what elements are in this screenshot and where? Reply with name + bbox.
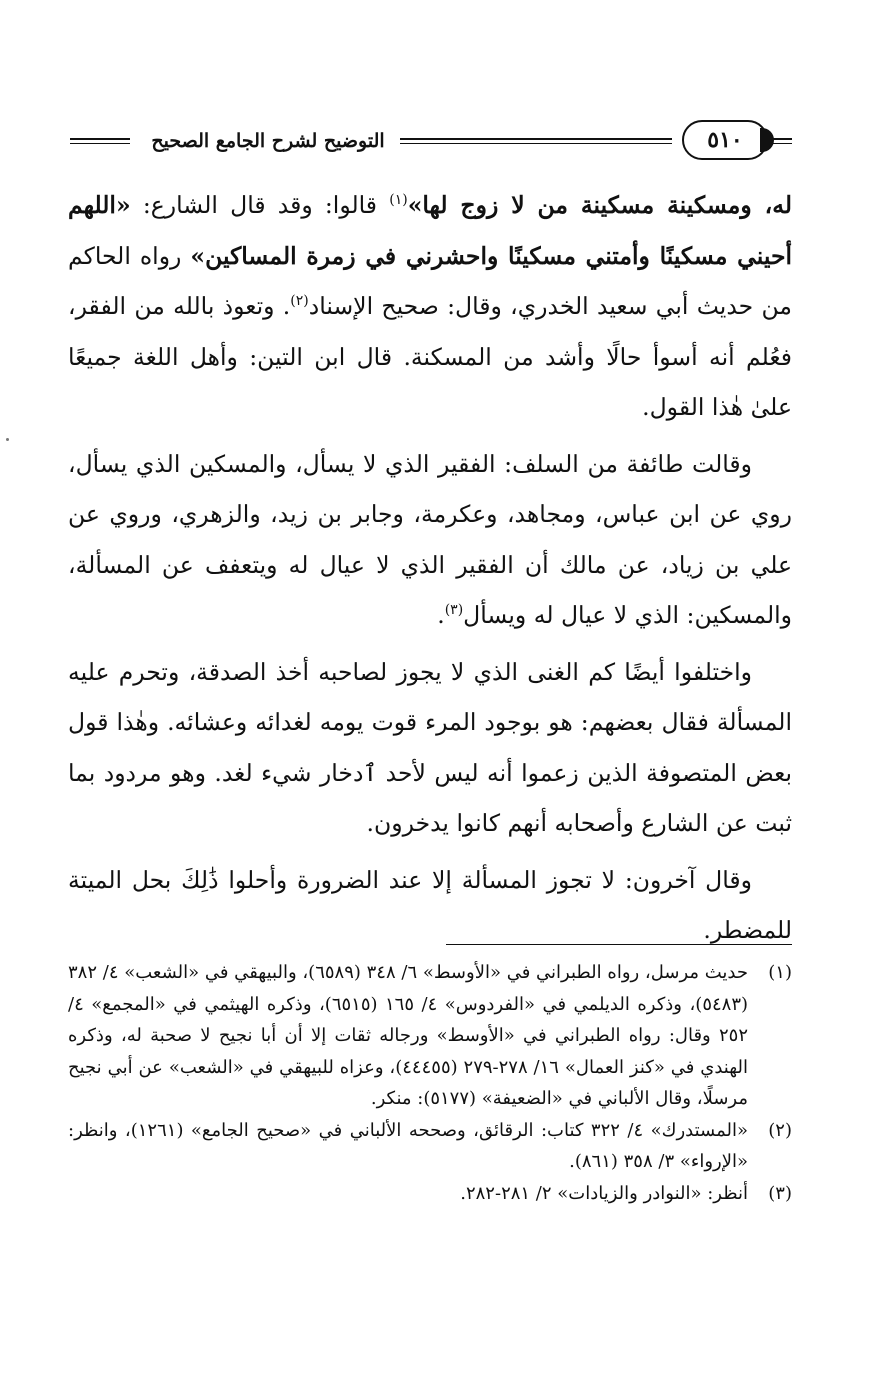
page-number: ٥١٠ <box>682 120 768 160</box>
footnote-ref-2: (٢) <box>290 293 309 310</box>
paragraph-1-text-c: رواه الحاكم من حديث أبي سعيد الخدري، وقال: صحيح الإسناد <box>68 241 792 320</box>
header-rule-middle <box>400 138 672 144</box>
margin-mark <box>6 438 9 441</box>
running-title: التوضيح لشرح الجامع الصحيح <box>151 130 385 152</box>
header-rule-left <box>70 138 130 144</box>
footnote-text: حديث مرسل، رواه الطبراني في «الأوسط» ٦/ ٣٤٨ (٦٥٨٩)، والبيهقي في «الشعب» ٤/ ٣٨٢ (٥٤٨٣)، وذكره الديلمي في «الفردوس» ٤/ ١٦٥ (٦٥١٥)، وذكره الهيثمي في «المجمع» ٤/ ٢٥٢ وقال: رواه الطبراني في «الأوسط» ورجاله ثقات إلا أن أبا نجيح لا صحبة له، وذكره الهندي في «كنز العمال» ١٦/ ٢٧٨-٢٧٩ (٤٤٤٥٥)، وعزاه للبيهقي في «الشعب» عن أبي نجيح مرسلًا، وقال الألباني في «الضعيفة» (٥١٧٧): منكر. <box>68 962 749 1109</box>
header-rule-right <box>770 138 792 144</box>
footnotes <box>68 957 792 1209</box>
paragraph-1-text-d: . وتعوذ بالله من الفقر، فعُلم أنه أسوأ حالًا وأشد من المسكنة. قال ابن التين: وأهل اللغة جميعًا علىٰ هٰذا القول. <box>68 292 792 421</box>
paragraph-4: وقال آخرون: لا تجوز المسألة إلا عند الضرورة وأحلوا ذَٰلِكَ بحل الميتة للمضطر. <box>68 865 792 944</box>
footnote-ref-3: (٣) <box>444 602 464 619</box>
paragraph-2-text-b: . <box>437 601 445 629</box>
paragraph-1-text-b: قالوا: وقد قال الشارع: <box>130 191 390 219</box>
footnote-number: (٢) <box>768 1119 792 1141</box>
footnote-text: «المستدرك» ٤/ ٣٢٢ كتاب: الرقائق، وصححه الألباني في «صحيح الجامع» (١٢٦١)، وانظر: «الإرواء» ٣/ ٣٥٨ (٨٦١). <box>68 1119 748 1172</box>
paragraph-1-text-a: له، ومسكينة مسكينة من لا زوج لها» <box>407 191 792 219</box>
paragraph-2-text-a: وقالت طائفة من السلف: الفقير الذي لا يسأل، والمسكين الذي يسأل، روي عن ابن عباس، ومجاهد، وعكرمة، وجابر بن زيد، والزهري، وروي عن علي بن زياد، عن مالك أن الفقير الذي لا عيال له ويتعفف عن المسألة، والمسكين: الذي لا عيال له ويسأل <box>68 449 792 629</box>
page-header <box>70 118 792 168</box>
paragraph-2 <box>68 439 792 641</box>
paragraph-3: واختلفوا أيضًا كم الغنى الذي لا يجوز لصاحبه أخذ الصدقة، وتحرم عليه المسألة فقال بعضهم: هو بوجود المرء قوت يومه لغدائه وعشائه. وهٰذا قول بعض المتصوفة الذين زعموا أنه ليس لأحد ٱدخار شيء لغد. وهو مردود بما ثبت عن الشارع وأصحابه أنهم كانوا يدخرون. <box>68 657 792 837</box>
footnote-separator <box>446 944 792 945</box>
paragraph-1 <box>68 180 792 433</box>
footnote-ref-1: (١) <box>389 192 408 209</box>
footnote-3 <box>68 1178 792 1210</box>
hadith-quote: «اللهم أحيني مسكينًا وأمتني مسكينًا واحشرني في زمرة المساكين» <box>68 191 793 270</box>
footnote-number: (١) <box>768 962 792 983</box>
footnote-1 <box>68 957 792 1115</box>
main-text <box>68 180 792 956</box>
footnote-2 <box>68 1115 792 1178</box>
footnote-number: (٣) <box>768 1182 792 1204</box>
footnote-text: أنظر: «النوادر والزيادات» ٢/ ٢٨١-٢٨٢. <box>460 1182 748 1204</box>
